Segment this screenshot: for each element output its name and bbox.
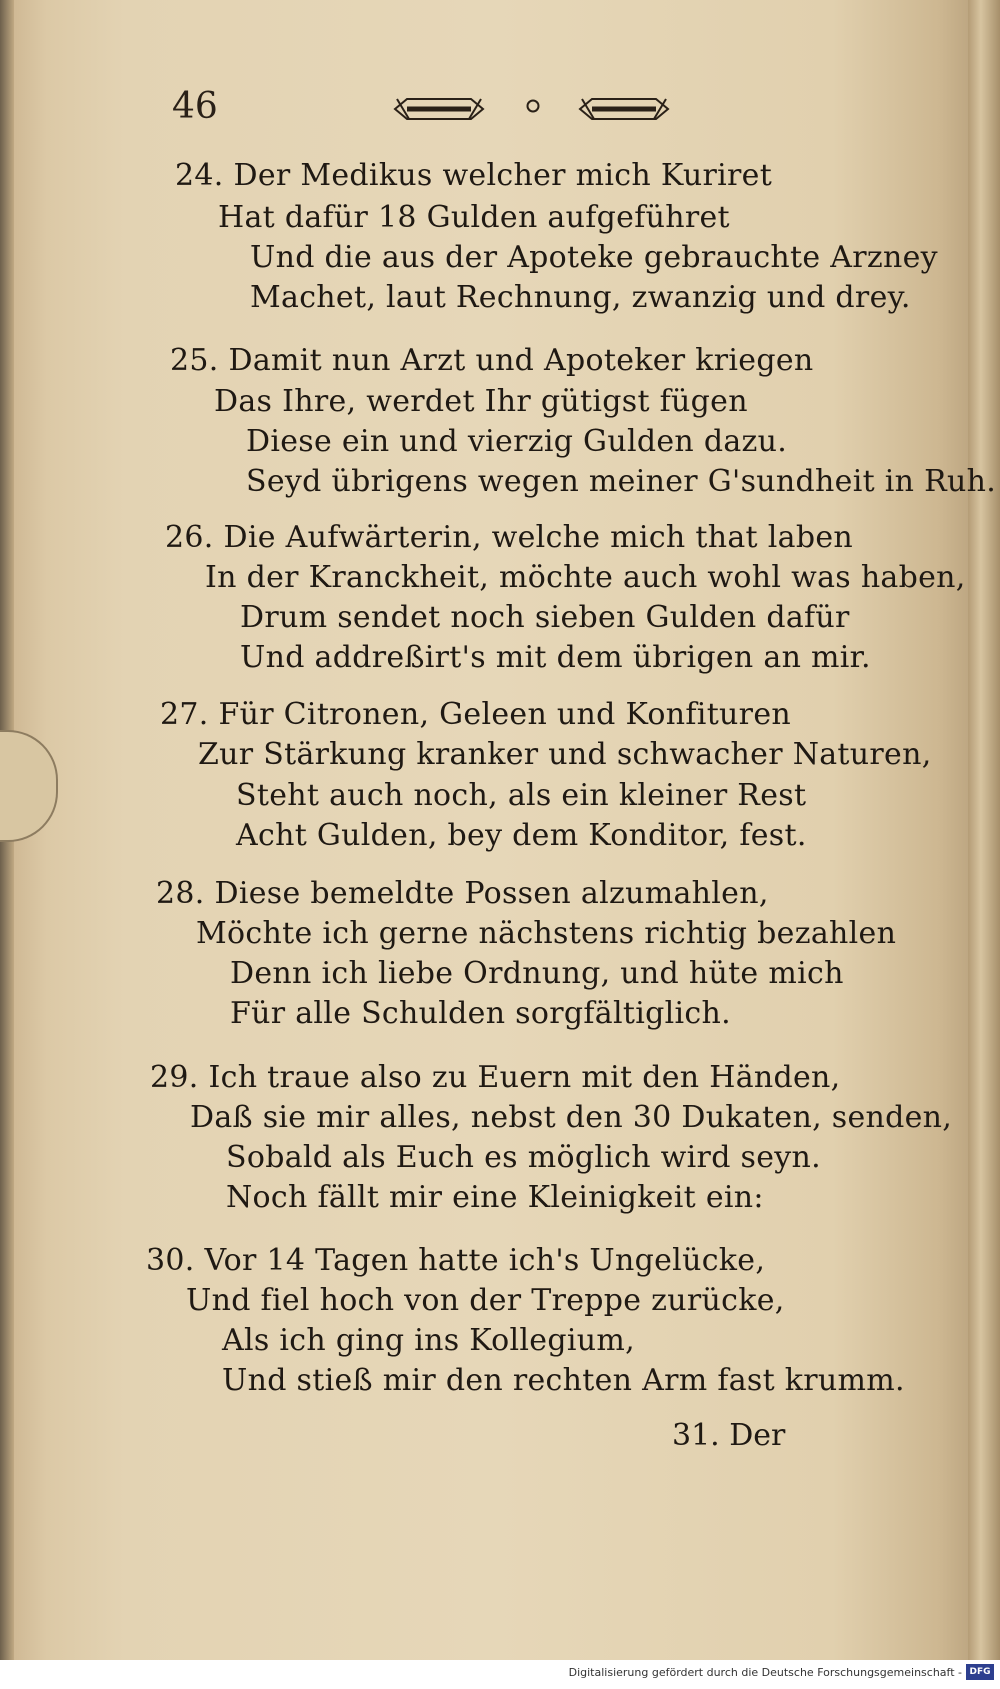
stanza-line: Und fiel hoch von der Treppe zurücke, [186,1283,785,1318]
ornament-left [393,96,485,122]
stanza-line: Für alle Schulden sorgfältiglich. [230,996,731,1031]
stanza-line: Das Ihre, werdet Ihr gütigst fügen [214,384,748,419]
page-header [0,86,1000,136]
stanza-line: Machet, laut Rechnung, zwanzig und drey. [250,280,911,315]
stanza-line: Als ich ging ins Kollegium, [222,1323,635,1358]
stanza-number: 28. [156,876,205,911]
stanza-line: Denn ich liebe Ordnung, und hüte mich [230,956,844,991]
stanza-number: 24. [175,158,224,193]
verse-text: Der Medikus welcher mich Kuriret [233,158,773,193]
stanza-line: Möchte ich gerne nächstens richtig bezahlen [196,916,897,951]
stanza-line: Sobald als Euch es möglich wird seyn. [226,1140,821,1175]
verse-text: Für Citronen, Geleen und Konfituren [218,697,791,732]
stanza-line: Und die aus der Apoteke gebrauchte Arzney [250,240,938,275]
stanza-line: Noch fällt mir eine Kleinigkeit ein: [226,1180,764,1215]
stanza-line [150,1060,841,1095]
footer-bar [0,1660,1000,1689]
catchword: 31. Der [672,1418,786,1453]
ornament-center [525,98,541,114]
verse-text: Damit nun Arzt und Apoteker kriegen [228,343,814,378]
stanza-line: Und addreßirt's mit dem übrigen an mir. [240,640,871,675]
verse-text: Diese bemeldte Possen alzumahlen, [214,876,769,911]
stanza-line: Acht Gulden, bey dem Konditor, fest. [236,818,807,853]
verse-text: Ich traue also zu Euern mit den Händen, [208,1060,841,1095]
stanza-line [160,697,791,732]
footer-credit: Digitalisierung gefördert durch die Deutsche Forschungsgemeinschaft - [568,1666,962,1679]
stanza-line: In der Kranckheit, möchte auch wohl was haben, [205,560,966,595]
stanza-line [146,1243,765,1278]
verse-text: Vor 14 Tagen hatte ich's Ungelücke, [204,1243,766,1278]
stanza-line: Seyd übrigens wegen meiner G'sundheit in Ruh. [246,464,997,499]
stanza-number: 27. [160,697,209,732]
stanza-line [156,876,769,911]
ornament-right [578,96,670,122]
stanza-line [165,520,853,555]
stanza-number: 29. [150,1060,199,1095]
stanza-line [170,343,814,378]
stanza-line [175,158,772,193]
stanza-line: Zur Stärkung kranker und schwacher Naturen, [198,737,932,772]
stanza-line: Daß sie mir alles, nebst den 30 Dukaten, senden, [190,1100,953,1135]
stanza-line: Und stieß mir den rechten Arm fast krumm. [222,1363,905,1398]
stanza-line: Steht auch noch, als ein kleiner Rest [236,778,807,813]
stanza-number: 25. [170,343,219,378]
page-number: 46 [172,86,218,127]
dfg-logo: DFG [966,1664,994,1680]
book-spine [968,0,1000,1660]
stanza-line: Hat dafür 18 Gulden aufgeführet [218,200,730,235]
stanza-line: Drum sendet noch sieben Gulden dafür [240,600,850,635]
verse-text: Die Aufwärterin, welche mich that laben [223,520,853,555]
stanza-number: 26. [165,520,214,555]
stanza-line: Diese ein und vierzig Gulden dazu. [246,424,788,459]
stanza-number: 30. [146,1243,195,1278]
